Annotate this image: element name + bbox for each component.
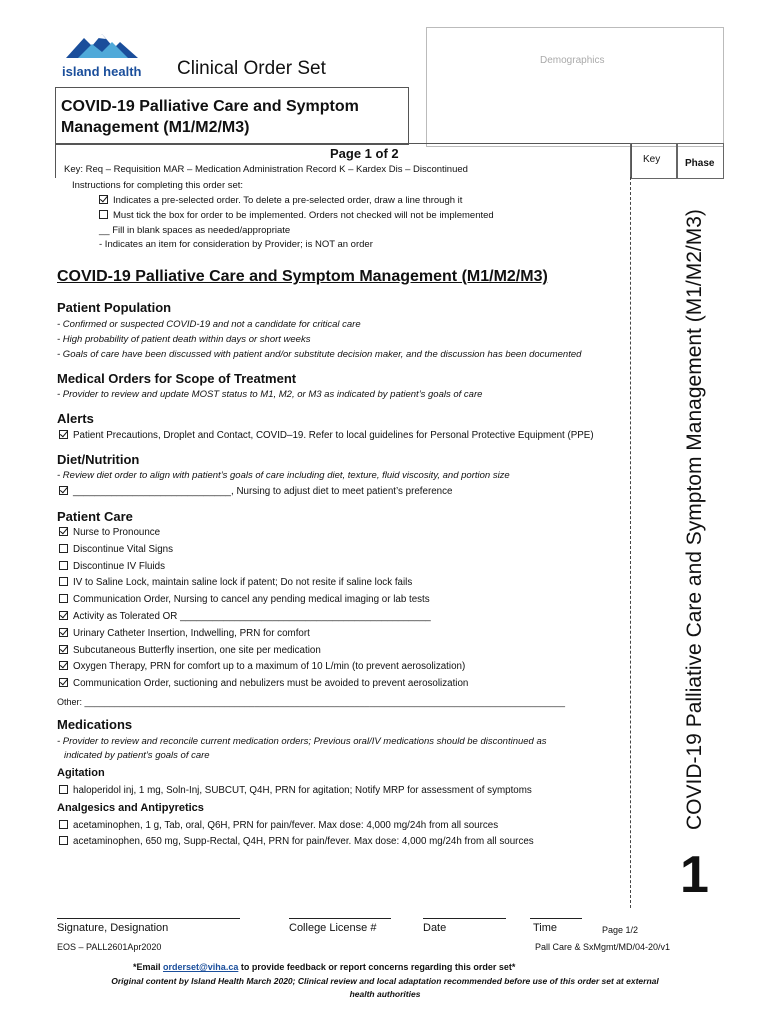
medications-line-1: - Provider to review and reconcile current medication orders; Previous oral/IV medications should be discontinued as: [57, 736, 547, 747]
key-column-label: Key: [643, 154, 661, 165]
alerts-item[interactable]: Patient Precautions, Droplet and Contact, COVID–19. Refer to local guidelines for Personal Protective Equipment (PPE): [59, 430, 594, 441]
population-line-3: - Goals of care have been discussed with patient and/or substitute decision maker, and the discussion has been documented: [57, 349, 582, 360]
main-title: COVID-19 Palliative Care and Symptom Management (M1/M2/M3): [57, 268, 548, 285]
list-item[interactable]: Nurse to Pronounce: [59, 527, 468, 544]
patient-care-heading: Patient Care: [57, 509, 133, 524]
patient-population-heading: Patient Population: [57, 300, 172, 315]
alerts-heading: Alerts: [57, 411, 94, 426]
list-item[interactable]: Oxygen Therapy, PRN for comfort up to a maximum of 10 L/min (to prevent aerosolization): [59, 661, 468, 678]
feedback-email-link[interactable]: orderset@viha.ca: [163, 962, 239, 972]
checked-box-icon[interactable]: [59, 486, 68, 495]
population-line-1: - Confirmed or suspected COVID-19 and not a candidate for critical care: [57, 319, 361, 330]
logo-text: island health: [62, 64, 142, 79]
key-legend: Key: Req – Requisition MAR – Medication Administration Record K – Kardex Dis – Discontinued: [64, 164, 468, 175]
checked-box-icon[interactable]: [59, 527, 68, 536]
demographics-label: Demographics: [540, 55, 605, 66]
empty-box-icon[interactable]: [59, 544, 68, 553]
credit-line-2: health authorities: [349, 989, 421, 999]
phase-column-label: Phase: [685, 158, 715, 169]
form-title-box: [55, 87, 409, 145]
instructions-title: Instructions for completing this order set:: [72, 180, 244, 191]
list-item[interactable]: Subcutaneous Butterfly insertion, one site per medication: [59, 645, 468, 662]
population-line-2: - High probability of patient death within days or short weeks: [57, 334, 311, 345]
empty-box-icon[interactable]: [59, 561, 68, 570]
scope-line: - Provider to review and update MOST status to M1, M2, or M3 as indicated by patient’s goals of care: [57, 389, 483, 400]
signature-label: Signature, Designation: [57, 922, 169, 934]
list-item[interactable]: Communication Order, Nursing to cancel any pending medical imaging or lab tests: [59, 594, 468, 611]
key-column-body: [630, 177, 631, 908]
checked-box-icon[interactable]: [59, 628, 68, 637]
empty-box-icon[interactable]: [59, 785, 68, 794]
demographics-box[interactable]: [426, 27, 724, 147]
checked-box-icon: [99, 195, 108, 204]
checked-box-icon[interactable]: [59, 645, 68, 654]
form-title-line1: COVID-19 Palliative Care and Symptom: [61, 98, 359, 115]
feedback-line: *Email orderset@viha.ca to provide feedback or report concerns regarding this order set*: [133, 962, 516, 972]
empty-box-icon: [99, 210, 108, 219]
agitation-heading: Agitation: [57, 767, 105, 779]
patient-care-list: [59, 527, 468, 695]
analgesics-heading: Analgesics and Antipyretics: [57, 802, 204, 814]
side-vertical-title: COVID-19 Palliative Care and Symptom Management (M1/M2/M3): [683, 209, 706, 830]
medications-heading: Medications: [57, 717, 133, 732]
mountain-logo-icon: [62, 28, 142, 60]
license-label: College License #: [289, 922, 377, 934]
checked-box-icon[interactable]: [59, 661, 68, 670]
page-label: Page 1 of 2: [330, 146, 399, 161]
date-label: Date: [423, 922, 447, 934]
checked-box-icon[interactable]: [59, 430, 68, 439]
page-number-label: Page 1/2: [602, 925, 639, 935]
footer-left-code: EOS – PALL2601Apr2020: [57, 942, 162, 952]
license-line[interactable]: [289, 918, 391, 919]
empty-box-icon[interactable]: [59, 836, 68, 845]
list-item[interactable]: Discontinue Vital Signs: [59, 544, 468, 561]
diet-line: - Review diet order to align with patient’s goals of care including diet, texture, fluid viscosity, and portion size: [57, 470, 510, 481]
order-set-title: Clinical Order Set: [177, 58, 326, 79]
date-line[interactable]: [423, 918, 506, 919]
empty-box-icon[interactable]: [59, 594, 68, 603]
signature-line[interactable]: [57, 918, 240, 919]
time-line[interactable]: [530, 918, 582, 919]
credit-line-1: Original content by Island Health March 2020; Clinical review and local adaptation recommended before use of this order set at external: [111, 976, 659, 986]
patient-care-other[interactable]: Other: ________________________________________________________________________________________________: [57, 697, 566, 707]
medications-line-2: indicated by patient’s goals of care: [64, 750, 210, 761]
analgesics-item-2[interactable]: acetaminophen, 650 mg, Supp-Rectal, Q4H, PRN for pain/fever. Max dose: 4,000 mg/24h from all sources: [59, 836, 534, 847]
diet-heading: Diet/Nutrition: [57, 452, 140, 467]
diet-item[interactable]: _____________________________, Nursing to adjust diet to meet patient’s preference: [59, 486, 452, 497]
phase-number: 1: [680, 846, 709, 904]
list-item[interactable]: Communication Order, suctioning and nebulizers must be avoided to prevent aerosolization: [59, 678, 468, 695]
checked-box-icon[interactable]: [59, 611, 68, 620]
checked-box-icon[interactable]: [59, 678, 68, 687]
analgesics-item-1[interactable]: acetaminophen, 1 g, Tab, oral, Q6H, PRN for pain/fever. Max dose: 4,000 mg/24h from all sources: [59, 820, 498, 831]
list-item[interactable]: Activity as Tolerated OR ______________________________________________: [59, 611, 468, 628]
form-title: [61, 96, 359, 138]
time-label: Time: [533, 922, 558, 934]
list-item[interactable]: Discontinue IV Fluids: [59, 561, 468, 578]
footer-right-code: Pall Care & SxMgmt/MD/04-20/v1: [535, 942, 671, 952]
empty-box-icon[interactable]: [59, 577, 68, 586]
list-item[interactable]: IV to Saline Lock, maintain saline lock if patent; Do not resite if saline lock fails: [59, 577, 468, 594]
instructions-line-provider: - Indicates an item for consideration by Provider; is NOT an order: [99, 239, 373, 250]
form-title-line2: Management (M1/M2/M3): [61, 119, 250, 136]
agitation-item[interactable]: haloperidol inj, 1 mg, Soln-Inj, SUBCUT, Q4H, PRN for agitation; Notify MRP for assessment of symptoms: [59, 785, 532, 796]
scope-heading: Medical Orders for Scope of Treatment: [57, 371, 297, 386]
island-health-logo: [62, 28, 142, 78]
instructions-line-tick: Must tick the box for order to be implemented. Orders not checked will not be implemented: [99, 210, 494, 221]
instructions-line-blank: __ Fill in blank spaces as needed/appropriate: [99, 225, 291, 236]
list-item[interactable]: Urinary Catheter Insertion, Indwelling, PRN for comfort: [59, 628, 468, 645]
empty-box-icon[interactable]: [59, 820, 68, 829]
instructions-line-preselected: Indicates a pre-selected order. To delete a pre-selected order, draw a line through it: [99, 195, 462, 206]
